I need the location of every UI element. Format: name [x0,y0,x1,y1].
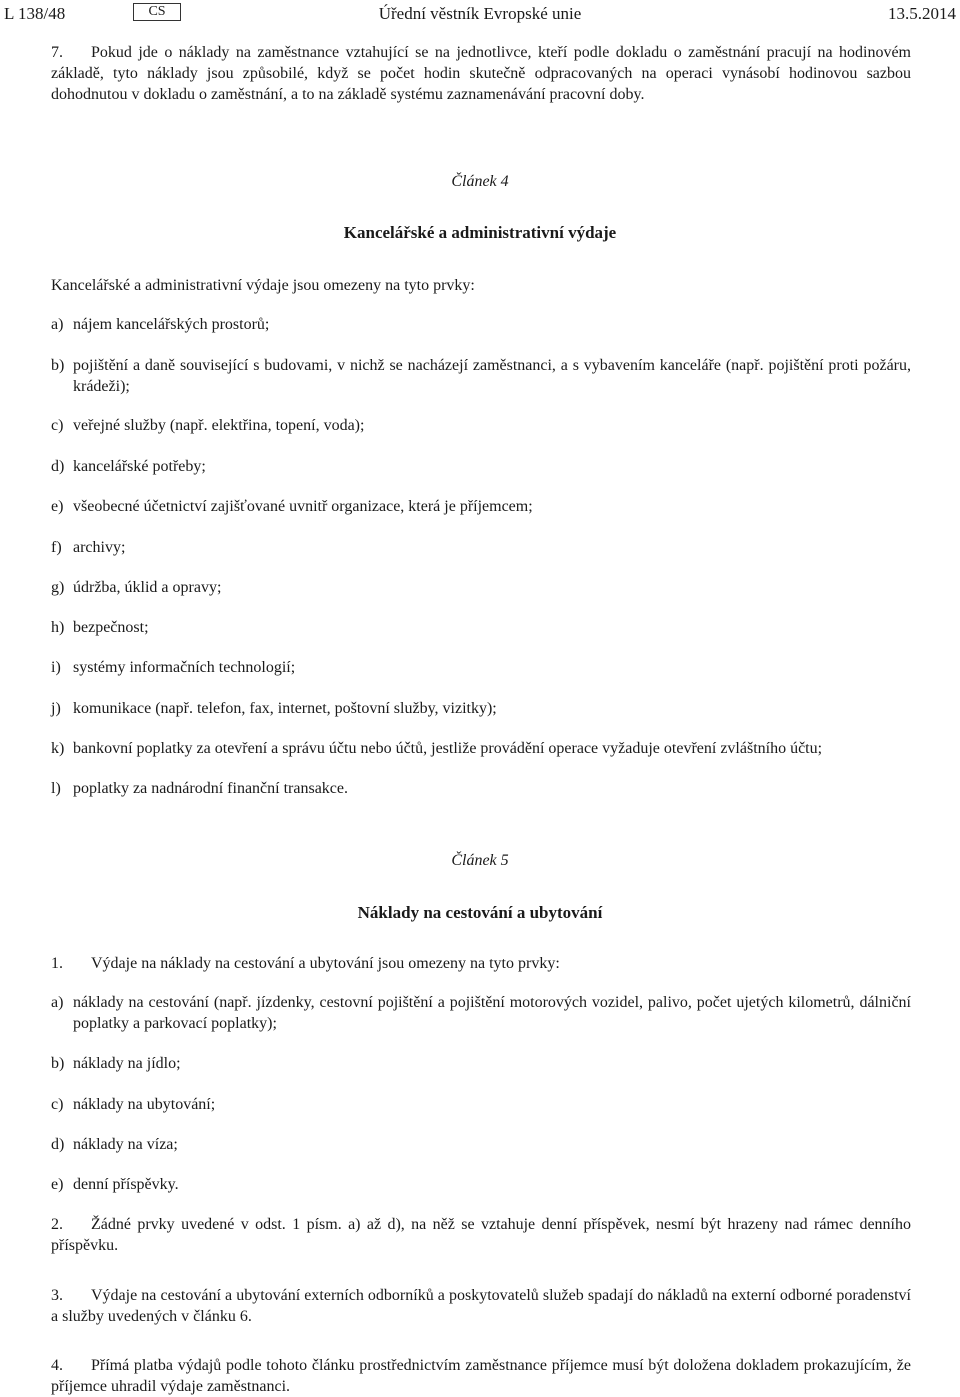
item-text: poplatky za nadnárodní finanční transakce. [73,780,348,797]
item-label: g) [51,579,65,596]
paragraph-7 [51,42,911,105]
list-item [51,657,911,678]
paragraph-text: Přímá platba výdajů podle tohoto článku prostřednictvím zaměstnance příjemce musí být doložena dokladem prokazujícím, že příjemce uhradil výdaje zaměstnanci. [51,1357,911,1395]
item-label: e) [51,498,64,515]
journal-title: Úřední věstník Evropské unie [378,4,582,23]
item-text: veřejné služby (např. elektřina, topení, voda); [73,417,365,434]
item-text: náklady na víza; [73,1136,178,1153]
item-text: pojištění a daně související s budovami, v nichž se nacházejí zaměstnanci, a s vybavením kanceláře (např. pojištění proti požáru, krádeži); [73,357,911,395]
item-label: e) [51,1176,64,1193]
paragraph-text: Výdaje na cestování a ubytování externích odborníků a poskytovatelů služeb spadají do nákladů na externí odborné poradenství a služby uvedených v článku 6. [51,1287,911,1325]
list-item [51,698,911,719]
list-item [51,1174,911,1195]
paragraph-number: 2. [51,1216,63,1233]
article-5-paragraph-1 [51,953,911,974]
list-item [51,738,911,759]
article-4-intro: Kancelářské a administrativní výdaje jsou omezeny na tyto prvky: [51,277,475,294]
item-text: bankovní poplatky za otevření a správu účtu nebo účtů, jestliže provádění operace vyžaduje otevření zvláštního účtu; [73,740,823,757]
item-text: bezpečnost; [73,619,149,636]
list-item [51,537,911,558]
item-text: kancelářské potřeby; [73,458,206,475]
list-item [51,355,911,397]
item-text: všeobecné účetnictví zajišťované uvnitř organizace, která je příjemcem; [73,498,533,515]
item-text: náklady na jídlo; [73,1055,181,1072]
article-5-paragraph-4 [51,1355,911,1397]
article-4-title: Kancelářské a administrativní výdaje [343,223,617,242]
item-text: náklady na ubytování; [73,1096,216,1113]
item-label: b) [51,1055,65,1072]
paragraph-number: 7. [51,44,63,61]
article-4-label: Článek 4 [451,173,509,190]
item-label: k) [51,740,65,757]
article-5-label: Článek 5 [451,852,509,869]
paragraph-number: 3. [51,1287,63,1304]
item-label: h) [51,619,65,636]
list-item [51,1134,911,1155]
publication-date: 13.5.2014 [888,4,956,23]
item-label: j) [51,700,61,717]
list-item [51,456,911,477]
item-text: údržba, úklid a opravy; [73,579,222,596]
paragraph-number: 4. [51,1357,63,1374]
item-label: i) [51,659,61,676]
item-text: archivy; [73,539,126,556]
article-5-paragraph-2 [51,1214,911,1256]
item-text: náklady na cestování (např. jízdenky, cestovní pojištění a pojištění motorových vozidel, palivo, počet ujetých kilometrů, dálniční poplatky a parkovací poplatky); [73,994,911,1032]
list-item [51,1053,911,1074]
paragraph-text: Pokud jde o náklady na zaměstnance vztahující se na jednotlivce, kteří podle dokladu o zaměstnání pracují na hodinovém základě, tyto náklady jsou způsobilé, když se počet hodin skutečně odpracovaných na operaci vynásobí hodinovou sazbou dohodnutou v dokladu o zaměstnání, a to na základě systému zaznamenávání pracovní doby. [51,44,911,103]
item-label: d) [51,458,65,475]
list-item [51,992,911,1034]
item-text: komunikace (např. telefon, fax, internet, poštovní služby, vizitky); [73,700,497,717]
item-label: b) [51,357,65,374]
paragraph-text: Žádné prvky uvedené v odst. 1 písm. a) až d), na něž se vztahuje denní příspěvek, nesmí být hrazeny nad rámec denního příspěvku. [51,1216,911,1254]
language-badge: CS [133,3,181,21]
item-label: a) [51,316,64,333]
paragraph-text: Výdaje na náklady na cestování a ubytování jsou omezeny na tyto prvky: [91,955,560,972]
paragraph-number: 1. [51,955,63,972]
list-item [51,314,911,335]
list-item [51,1094,911,1115]
item-label: f) [51,539,62,556]
item-label: l) [51,780,61,797]
page-reference: L 138/48 [4,4,66,23]
item-label: d) [51,1136,65,1153]
article-5-title: Náklady na cestování a ubytování [357,903,603,922]
list-item [51,577,911,598]
list-item [51,415,911,436]
article-5-paragraph-3 [51,1285,911,1327]
list-item [51,496,911,517]
item-label: a) [51,994,64,1011]
list-item [51,778,911,799]
item-text: denní příspěvky. [73,1176,179,1193]
item-text: systémy informačních technologií; [73,659,296,676]
item-label: c) [51,417,64,434]
item-label: c) [51,1096,64,1113]
item-text: nájem kancelářských prostorů; [73,316,270,333]
list-item [51,617,911,638]
